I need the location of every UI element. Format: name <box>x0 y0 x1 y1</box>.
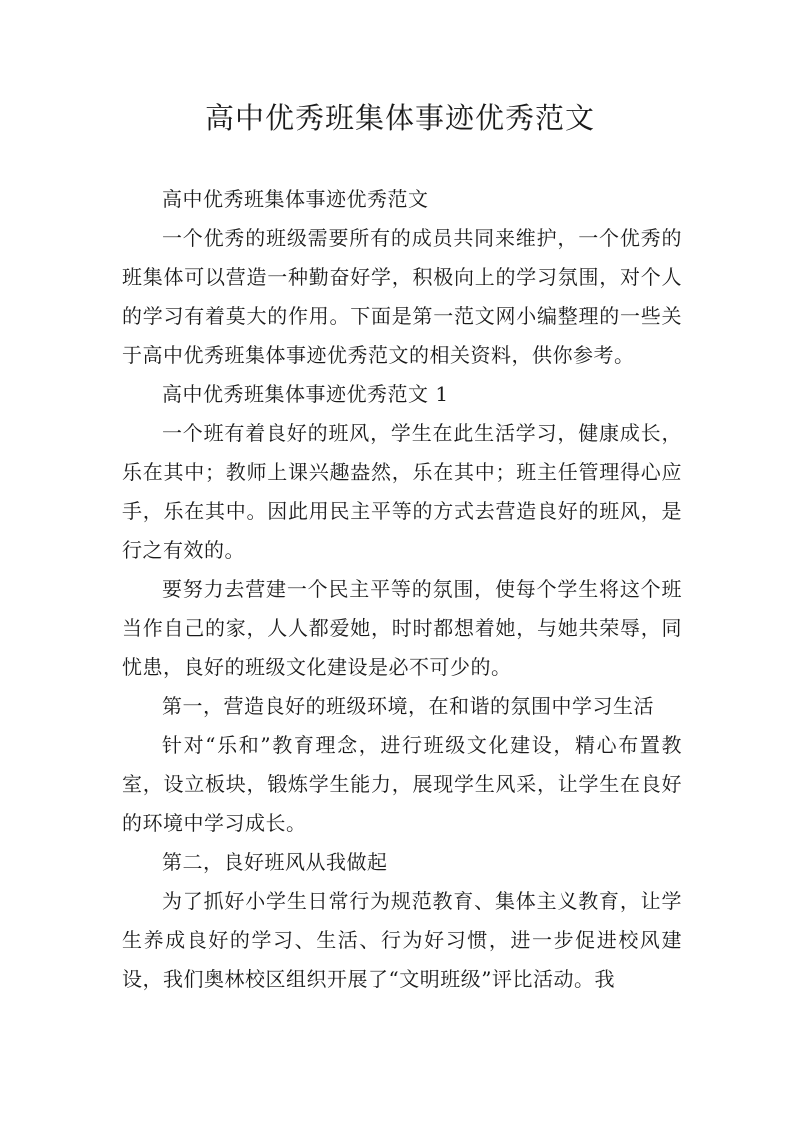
point-heading-2: 第二，良好班风从我做起 <box>162 850 388 874</box>
subtitle-paragraph: 高中优秀班集体事迹优秀范文 <box>162 187 429 211</box>
body-paragraph: 要努力去营建一个民主平等的氛围，使每个学生将这个班当作自己的家，人人都爱她，时时都想着她，与她共荣辱，同忧患，良好的班级文化建设是必不可少的。 <box>122 577 682 679</box>
body-paragraph: 为了抓好小学生日常行为规范教育、集体主义教育，让学生养成良好的学习、生活、行为好习惯，进一步促进校风建设，我们奥林校区组织开展了“文明班级”评比活动。我 <box>122 889 682 991</box>
body-paragraph: 一个班有着良好的班风，学生在此生活学习，健康成长，乐在其中；教师上课兴趣盎然，乐在其中；班主任管理得心应手，乐在其中。因此用民主平等的方式去营造良好的班风，是行之有效的。 <box>122 421 682 562</box>
document-body <box>122 180 682 999</box>
intro-paragraph: 一个优秀的班级需要所有的成员共同来维护，一个优秀的班集体可以营造一种勤奋好学，积极向上的学习氛围，对个人的学习有着莫大的作用。下面是第一范文网小编整理的一些关于高中优秀班集体事迹优秀范文的相关资料，供你参考。 <box>122 226 682 367</box>
section-heading-1: 高中优秀班集体事迹优秀范文 1 <box>162 382 449 406</box>
page-title: 高中优秀班集体事迹优秀范文 <box>204 101 595 135</box>
body-paragraph: 针对“乐和”教育理念，进行班级文化建设，精心布置教室，设立板块，锻炼学生能力，展现学生风采，让学生在良好的环境中学习成长。 <box>122 733 682 835</box>
point-heading-1: 第一，营造良好的班级环境，在和谐的氛围中学习生活 <box>162 694 654 718</box>
